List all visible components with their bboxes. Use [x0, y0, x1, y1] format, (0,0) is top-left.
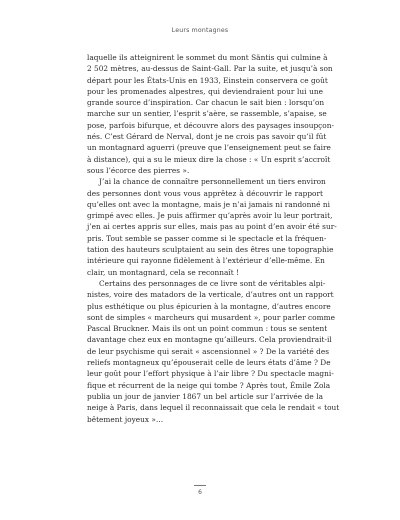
text-line: Pascal Bruckner. Mais ils ont un point commun : tous se sentent [87, 324, 328, 334]
text-line: nés. C’est Gérard de Nerval, dont je ne crois pas savoir qu’il fût [87, 132, 327, 142]
text-line: pris. Tout semble se passer comme si le spectacle et la fréquen- [87, 233, 327, 243]
text-line: pour les promenades alpestres, qui deviendraient pour lui une [87, 86, 323, 96]
folio-rule [194, 485, 206, 486]
text-line: leur goût pour l’effort physique à l’air libre ? Du spectacle magni- [87, 369, 334, 379]
running-head: Leurs montagnes [171, 27, 229, 34]
text-line: tation des hauteurs sculptaient au sein des êtres une topographie [87, 245, 334, 255]
text-line: intérieure qui rayonne fidèlement à l’extérieur d’elle-même. En [87, 256, 325, 266]
text-line: 2 502 mètres, au-dessus de Saint-Gall. Par la suite, et jusqu’à son [87, 64, 333, 74]
text-line: sous l’écorce des pierres ». [87, 165, 190, 175]
body-text [87, 52, 340, 425]
text-line: j’en ai certes appris sur elles, mais pas au point d’en avoir été sur- [87, 222, 337, 232]
text-line: départ pour les États-Unis en 1933, Einstein conservera ce goût [87, 75, 328, 85]
text-line: à distance), qui a su le mieux dire la chose : « Un esprit s’accroît [87, 154, 331, 164]
text-line: de leur psychisme qui serait « ascensionnel » ? De la variété des [87, 346, 330, 356]
text-line: bêtement joyeux »… [87, 414, 164, 424]
text-line: plus esthétique ou plus épicurien à la montagne, d’autres encore [87, 301, 331, 311]
text-line: Certains des personnages de ce livre sont de véritables alpi- [99, 278, 326, 288]
text-line: clair, un montagnard, cela se reconnaît ! [87, 267, 240, 277]
text-line: fique et récurrent de la neige qui tombe ? Après tout, Émile Zola [87, 380, 331, 390]
text-line: sont de simples « marcheurs qui musardent », pour parler comme [87, 312, 335, 322]
text-line: des personnes dont vous vous apprêtez à découvrir le rapport [87, 188, 323, 198]
text-line: laquelle ils atteignirent le sommet du mont Säntis qui culmine à [87, 53, 328, 62]
text-line: reliefs montagneux qu’épouserait celle de leurs états d’âme ? De [87, 358, 331, 368]
paragraph [87, 176, 337, 278]
text-line: marche sur un sentier, l’esprit s’aère, se rassemble, s’apaise, se [87, 109, 327, 119]
text-line: davantage chez eux en montagne qu’ailleurs. Cela proviendrait-il [87, 335, 332, 345]
text-line: qu’elles ont avec la montagne, mais je n’ai jamais ni randonné ni [87, 199, 330, 209]
text-line: grande source d’inspiration. Car chacun le sait bien : lorsqu’on [87, 98, 325, 108]
text-line: J’ai la chance de connaître personnellement un tiers environ [99, 177, 326, 187]
paragraph [87, 278, 340, 425]
page-number: 6 [198, 489, 202, 496]
text-line: nistes, voire des matadors de la verticale, d’autres ont un rapport [87, 290, 334, 300]
text-line: publia un jour de janvier 1867 un bel article sur l’arrivée de la [87, 391, 323, 401]
text-line: un montagnard aguerri (preuve que l’enseignement peut se faire [87, 143, 331, 153]
paragraph [87, 52, 335, 176]
text-line: pose, parfois bifurque, et découvre alors des paysages insoupçon- [87, 120, 335, 130]
text-line: grimpé avec elles. Je puis affirmer qu’après avoir lu leur portrait, [87, 211, 333, 221]
text-line: neige à Paris, dans lequel il reconnaissait que cela le rendait « tout [87, 403, 340, 413]
